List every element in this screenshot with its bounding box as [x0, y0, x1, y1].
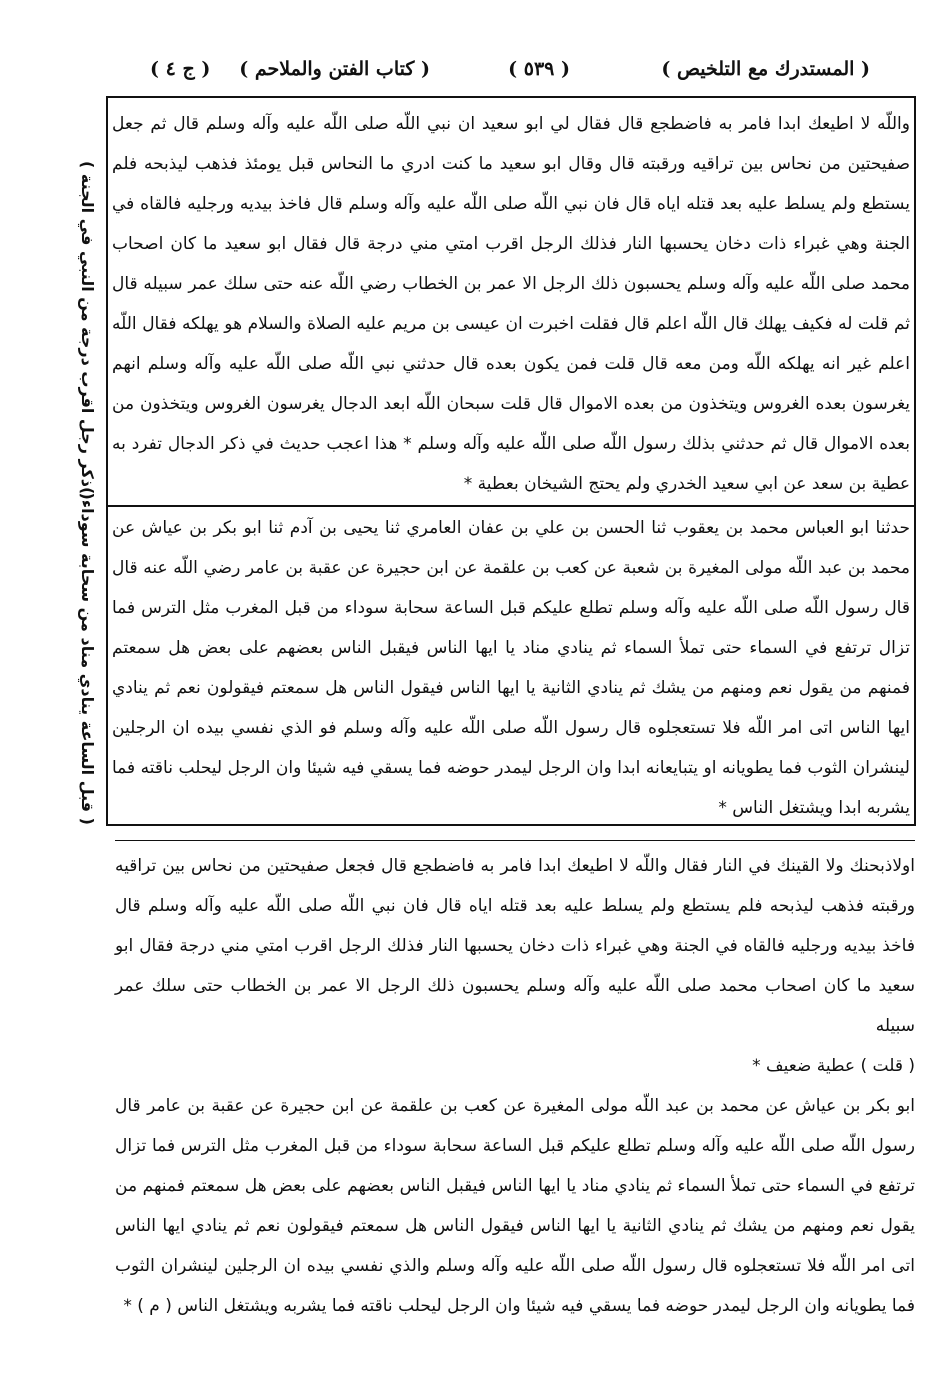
page-number: ( ٥٣٩ ) [508, 58, 570, 80]
volume-number: ( ج ٤ ) [150, 58, 211, 80]
chapter-title: ( كتاب الفتن والملاحم ) [239, 58, 430, 80]
running-header [150, 58, 870, 94]
main-text-second-hadith [112, 508, 910, 820]
hadith-paragraph: حدثنا ابو العباس محمد بن يعقوب ثنا الحسن بن علي بن عفان العامري ثنا يحيى بن آدم ثنا ابو بكر بن عياش عن محمد بن عبد اللّه مولى المغيرة بن شعبة عن كعب بن علقمة عن ابن حجيرة عن عقبة بن عامر رضي اللّه عنه قال قال رسول اللّه صلى اللّه عليه وآله وسلم تطلع عليكم قبل الساعة سحابة سوداء من قبل المغرب مثل الترس فما تزال ترتفع في السماء حتى تملأ السماء ثم ينادي مناد يا ايها الناس فيقبل الناس بعضهم على بعض هل سمعتم فمنهم من يقول نعم ومنهم من يشك ثم ينادي الثانية يا ايها الناس فيقول الناس هل سمعتم فيقولون نعم ثم ينادي ايها الناس اتى امر اللّه فلا تستعجلوه قال رسول اللّه صلى اللّه عليه وآله وسلم فو الذي نفسي بيده ان الرجلين لينشران الثوب فما يطويانه او يتبايعانه ابدا وان الرجل ليمدر حوضه فما يسقي فيه شيئا وان الرجل ليحلب ناقته فما يشربه ابدا ويشتغل الناس * [112, 518, 910, 818]
footnote-paragraph: ( قلت ) عطية ضعيف * [752, 1056, 915, 1076]
book-title: ( المستدرك مع التلخيص ) [661, 58, 870, 80]
margin-note-1: ( ذكر رجل اقرب درجة من النبي في الجنة ) [78, 161, 97, 500]
talkhis-footnote [115, 846, 915, 1316]
footnote-paragraph: اولاذبحنك ولا القينك في النار فقال واللّه لا اطيعك ابدا فامر به فاضطجع قال فجعل صفيحتين من نحاس بين تراقيه ورقبته فذهب ليذبحه فلم يستطع ولم يسلط عليه بعد قتله اياه قال فان نبي اللّه صلى اللّه عليه وآله وسلم قال فاخذ بيديه ورجليه فالقاه في الجنة وهي غبراء ذات دخان يحسبها النار فذلك الرجل اقرب امتي مني درجة فقال ابو سعيد ما كان اصحاب محمد صلى اللّه عليه وآله وسلم يحسبون ذلك الرجل الا عمر بن الخطاب حتى سلك عمر سبيله [115, 856, 915, 1036]
footnote-paragraph: ابو بكر بن عياش عن محمد بن عبد اللّه مولى المغيرة عن كعب بن علقمة عن ابن حجيرة عن عقبة بن عامر قال رسول اللّه صلى اللّه عليه وآله وسلم تطلع عليكم قبل الساعة سحابة سوداء من قبل المغرب مثل الترس فما تزال ترتفع في السماء حتى تملأ السماء ثم ينادي مناد يا ايها الناس فيقبل الناس بعضهم على بعض هل سمعتم فمنهم من يقول نعم ومنهم من يشك ثم ينادي الثانية يا ايها الناس فيقول الناس هل سمعتم فيقولون نعم ثم ينادي ايها الناس اتى امر اللّه فلا تستعجلوه قال رسول اللّه صلى اللّه عليه وآله وسلم والذي نفسي بيده ان الرجلين لينشران الثوب فما يطويانه وان الرجل ليمدر حوضه فما يسقي فيه شيئا وان الرجل ليحلب ناقته فما يشربه ويشتغل الناس ( م ) * [115, 1096, 915, 1316]
footnote-separator [115, 840, 915, 841]
frame-divider [106, 505, 916, 507]
hadith-paragraph: واللّه لا اطيعك ابدا فامر به فاضطجع قال فقال لي ابو سعيد ان نبي اللّه صلى اللّه عليه وآله وسلم قال ثم جعل صفيحتين من نحاس بين تراقيه ورقبته قال وقال ابو سعيد ما كنت ادري ما النحاس قبل يومئذ فذهب ليذبحه فلم يستطع ولم يسلط عليه بعد قتله اياه قال فان نبي اللّه صلى اللّه عليه وآله وسلم قال فاخذ بيديه ورجليه فالقاه في الجنة وهي غبراء ذات دخان يحسبها النار فذلك الرجل اقرب امتي مني درجة قال فقال ابو سعيد ما كان اصحاب محمد صلى اللّه عليه وآله وسلم يحسبون ذلك الرجل الا عمر بن الخطاب رضي اللّه عنه حتى سلك عمر سبيله قال ثم قلت له فكيف يهلك قال اللّه اعلم قال فقلت اخبرت ان عيسى بن مريم عليه الصلاة والسلام هو يهلكه فقال اللّه اعلم غير انه يهلكه اللّه ومن معه قال قلت فمن يكون بعده قال حدثني نبي اللّه صلى اللّه عليه وآله وسلم انهم يغرسون بعده الغروس ويتخذون من بعده الاموال قال قلت سبحان اللّه ابعد الدجال يغرسون الغروس ويتخذون من بعده الاموال قال ثم حدثني بذلك رسول اللّه صلى اللّه عليه وآله وسلم * هذا اعجب حديث في ذكر الدجال تفرد به عطية بن سعد عن ابي سعيد الخدري ولم يحتج الشيخان بعطية * [112, 114, 910, 494]
main-text-first-hadith [112, 104, 910, 504]
margin-note-2: ( قبل الساعة ينادي مناد من سحابة سوداء ) [78, 487, 97, 825]
